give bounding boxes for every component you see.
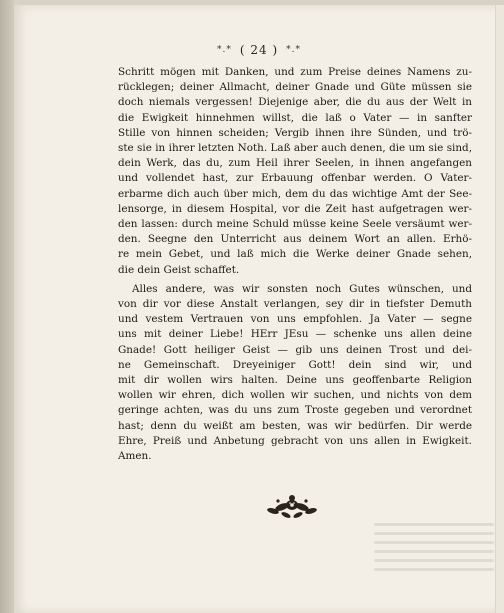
text-line: geringe achten, was du uns zum Troste gegeben und verordnet: [118, 404, 472, 417]
text-line: und vollendet hast, zur Erbauung offenbar werden. O Vater-: [118, 172, 472, 185]
text-line: ste sie in ihrer letzten Noth. Laß aber auch denen, die um sie sind,: [118, 142, 472, 155]
show-through-text: [374, 517, 494, 587]
page-edge: [495, 5, 504, 613]
text-line: Gnade! Gott heiliger Geist — gib uns deinen Trost und dei-: [118, 343, 472, 356]
text-line: von dir vor diese Anstalt verlangen, sey dir in tiefster Demuth: [118, 298, 472, 311]
text-line: die dein Geist schaffet.: [118, 263, 240, 276]
text-line: Stille von hinnen scheiden; Vergib ihnen ihre Sünden, und trö-: [118, 126, 472, 139]
text-line: lensorge, in diesem Hospital, vor die Zeit hast aufgetragen wer-: [118, 202, 472, 215]
floral-vignette-icon: [264, 489, 320, 523]
body-text: [118, 65, 472, 464]
page-number: ( 24 ): [239, 43, 279, 57]
paragraph-2: [118, 282, 472, 464]
text-line: Amen.: [118, 450, 152, 463]
text-line: Ehre, Preiß und Anbetung gebracht von uns allen in Ewigkeit.: [118, 434, 472, 447]
text-line: Alles andere, was wir sonsten noch Gutes wünschen, und: [132, 282, 472, 295]
text-line: uns mit deiner Liebe! HErr JEsu — schenke uns allen deine: [118, 328, 472, 341]
paragraph-1: [118, 65, 472, 278]
text-line: wollen wir ehren, dich wollen wir suchen, und nichts von dem: [118, 389, 472, 402]
ornament-left-icon: *.*: [216, 45, 232, 55]
text-line: mit dir wollen wirs halten. Deine uns geoffenbarte Religion: [118, 374, 472, 387]
text-line: ne Gemeinschaft. Dreyeiniger Gott! dein sind wir, und: [118, 358, 472, 371]
text-line: dein Werk, das du, zum Heil ihrer Seelen, in ihnen angefangen: [118, 157, 472, 170]
text-line: re mein Gebet, und laß mich die Werke deiner Gnade sehen,: [118, 248, 472, 261]
text-line: und vestem Vertrauen von uns empfohlen. Ja Vater — segne: [118, 313, 472, 326]
book-page: [14, 5, 504, 613]
text-line: hast; denn du weißt am besten, was wir bedürfen. Dir werde: [118, 419, 472, 432]
text-line: Schritt mögen mit Danken, und zum Preise deines Namens zu-: [118, 66, 472, 78]
text-line: die Ewigkeit hinnehmen willst, die laß o Vater — in sanfter: [118, 111, 472, 124]
scan-background-left: [0, 0, 14, 613]
text-line: erbarme dich auch über mich, dem du das wichtige Amt der See-: [118, 187, 472, 200]
text-line: doch niemals vergessen! Diejenige aber, die du aus der Welt in: [118, 96, 472, 109]
ornament-right-icon: *.*: [286, 45, 301, 55]
text-line: den. Seegne den Unterricht aus deinem Wort an allen. Erhö-: [118, 233, 472, 246]
page-header: [14, 43, 504, 57]
text-line: rücklegen; deiner Allmacht, deiner Gnade und Güte müssen sie: [118, 81, 472, 94]
text-line: den lassen: durch meine Schuld müsse keine Seele versäumt wer-: [118, 218, 472, 231]
